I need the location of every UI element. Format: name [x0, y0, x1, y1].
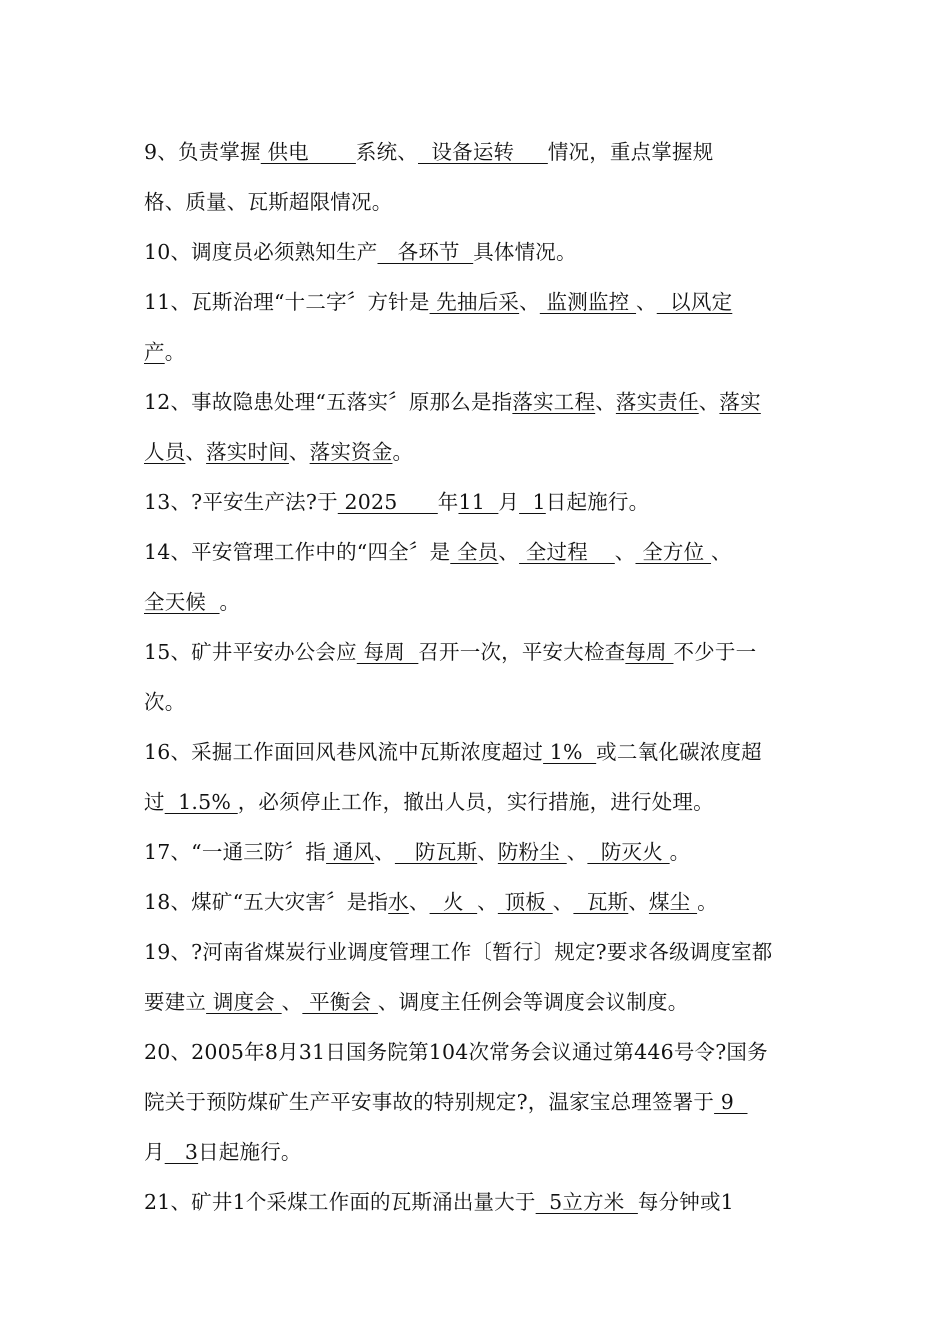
question-text: 日起施行。 — [198, 1140, 302, 1164]
answer-blank: 人员 — [144, 440, 186, 464]
question-text: 、 — [408, 890, 430, 914]
question-text: 。 — [219, 590, 241, 614]
question-text: 、 — [614, 540, 636, 564]
question-text: 、 — [698, 390, 720, 414]
question-text: 、 — [552, 890, 574, 914]
answer-blank: 防粉尘 — [497, 840, 567, 864]
question-text: 、调度主任例会等调度会议制度。 — [377, 990, 689, 1014]
question-line — [144, 1087, 816, 1117]
question-line — [144, 387, 816, 417]
question-text: 系统、 — [355, 140, 418, 164]
question-text: 、 — [519, 290, 540, 314]
question-line — [144, 937, 816, 967]
answer-blank: 瓦斯 — [573, 890, 629, 914]
question-line — [144, 737, 816, 767]
answer-blank: 防灭火 — [587, 840, 670, 864]
question-line — [144, 187, 816, 217]
answer-blank: 1 — [519, 490, 546, 514]
answer-blank: 2025 — [337, 490, 438, 514]
question-line — [144, 137, 816, 167]
question-line — [144, 237, 816, 267]
question-line — [144, 687, 816, 717]
question-text: 15、矿井平安办公会应 — [144, 640, 357, 664]
question-text: 或二氧化碳浓度超 — [596, 740, 762, 764]
answer-blank: 1.5% — [164, 790, 238, 814]
answer-blank: 通风 — [326, 840, 375, 864]
question-text: 院关于预防煤矿生产平安事故的特别规定?，温家宝总理签署于 — [144, 1090, 715, 1114]
question-text: 9、负责掌握 — [144, 140, 261, 164]
question-line — [144, 1137, 816, 1167]
answer-blank: 落实 — [719, 390, 761, 414]
answer-blank: 煤尘 — [648, 890, 698, 914]
question-line — [144, 1187, 816, 1217]
question-text: 、 — [374, 840, 395, 864]
answer-blank: 每周 — [356, 640, 419, 664]
question-text: 、 — [628, 890, 649, 914]
question-text: 、 — [477, 840, 498, 864]
answer-blank: 防瓦斯 — [394, 840, 478, 864]
answer-blank: 落实责任 — [615, 390, 699, 414]
question-text: 召开一次，平安大检查 — [418, 640, 626, 664]
question-text: 次。 — [144, 690, 186, 714]
answer-blank: 设备运转 — [418, 140, 548, 164]
question-text: 、 — [566, 840, 588, 864]
answer-blank: 5立方米 — [535, 1190, 638, 1214]
question-text: 月 — [144, 1140, 165, 1164]
answer-blank: 9 — [714, 1090, 748, 1114]
answer-blank: 顶板 — [497, 890, 553, 914]
answer-blank: 供电 — [260, 140, 356, 164]
answer-blank: 每周 — [625, 640, 674, 664]
question-text: 。 — [392, 440, 414, 464]
answer-blank: 11 — [458, 490, 499, 514]
question-text: 、 — [711, 540, 732, 564]
question-text: 、 — [636, 290, 657, 314]
question-text: 不少于一 — [673, 640, 757, 664]
question-line — [144, 437, 816, 467]
question-text: ，必须停止工作，撤出人员，实行措施，进行处理。 — [237, 790, 714, 814]
question-text: 。 — [697, 890, 718, 914]
question-line — [144, 537, 816, 567]
question-text: 要建立 — [144, 990, 207, 1014]
question-line — [144, 587, 816, 617]
answer-blank: 产 — [144, 340, 165, 364]
question-text: 月 — [498, 490, 520, 514]
question-line — [144, 337, 816, 367]
answer-blank: 全过程 — [519, 540, 615, 564]
question-text: 16、采掘工作面回风巷风流中瓦斯浓度超过 — [144, 740, 544, 764]
question-line — [144, 887, 816, 917]
question-line — [144, 987, 816, 1017]
question-text: 。 — [669, 840, 691, 864]
question-text: 19、?河南省煤炭行业调度管理工作〔暂行〕规定?要求各级调度室都 — [144, 940, 773, 964]
question-line — [144, 837, 816, 867]
question-line — [144, 637, 816, 667]
question-text: 日起施行。 — [545, 490, 650, 514]
answer-blank: 调度会 — [206, 990, 282, 1014]
question-text: 13、?平安生产法?于 — [144, 490, 338, 514]
answer-blank: 3 — [164, 1140, 199, 1164]
answer-blank: 先抽后采 — [429, 290, 520, 314]
question-line — [144, 787, 816, 817]
answer-blank: 以风定 — [656, 290, 733, 314]
question-text: 11、瓦斯治理“十二字〞方针是 — [144, 290, 430, 314]
question-line — [144, 287, 816, 317]
answer-blank: 1% — [543, 740, 597, 764]
answer-blank: 平衡会 — [302, 990, 378, 1014]
question-text: 20、2005年8月31日国务院第104次常务会议通过第446号令?国务 — [144, 1040, 768, 1064]
answer-blank: 落实时间 — [206, 440, 289, 464]
question-text: 年 — [437, 490, 459, 514]
question-text: 21、矿井1个采煤工作面的瓦斯涌出量大于 — [144, 1190, 536, 1214]
answer-blank: 火 — [429, 890, 478, 914]
answer-blank: 各环节 — [377, 240, 474, 264]
question-text: 、 — [288, 440, 310, 464]
answer-blank: 全方位 — [635, 540, 712, 564]
answer-blank: 落实资金 — [309, 440, 393, 464]
answer-blank: 全员 — [450, 540, 499, 564]
answer-blank: 全天候 — [144, 590, 220, 614]
question-line — [144, 487, 816, 517]
answer-blank: 水 — [388, 890, 409, 914]
question-text: 、 — [185, 440, 207, 464]
question-text: 。 — [164, 340, 186, 364]
answer-blank: 落实工程 — [512, 390, 596, 414]
question-text: 10、调度员必须熟知生产 — [144, 240, 378, 264]
question-text: 17、“一通三防〞指 — [144, 840, 327, 864]
question-text: 具体情况。 — [473, 240, 577, 264]
question-text: 、 — [281, 990, 303, 1014]
question-text: 、 — [477, 890, 498, 914]
question-text: 12、事故隐患处理“五落实〞原那么是指 — [144, 390, 513, 414]
question-text: 18、煤矿“五大灾害〞是指 — [144, 890, 389, 914]
question-text: 情况，重点掌握规 — [547, 140, 714, 164]
question-text: 、 — [498, 540, 520, 564]
question-text: 每分钟或1 — [637, 1190, 734, 1214]
answer-blank: 监测监控 — [539, 290, 637, 314]
question-text: 过 — [144, 790, 165, 814]
question-text: 、 — [595, 390, 616, 414]
question-text: 格、质量、瓦斯超限情况。 — [144, 190, 393, 214]
question-line — [144, 1037, 816, 1067]
question-text: 14、平安管理工作中的“四全〞是 — [144, 540, 451, 564]
